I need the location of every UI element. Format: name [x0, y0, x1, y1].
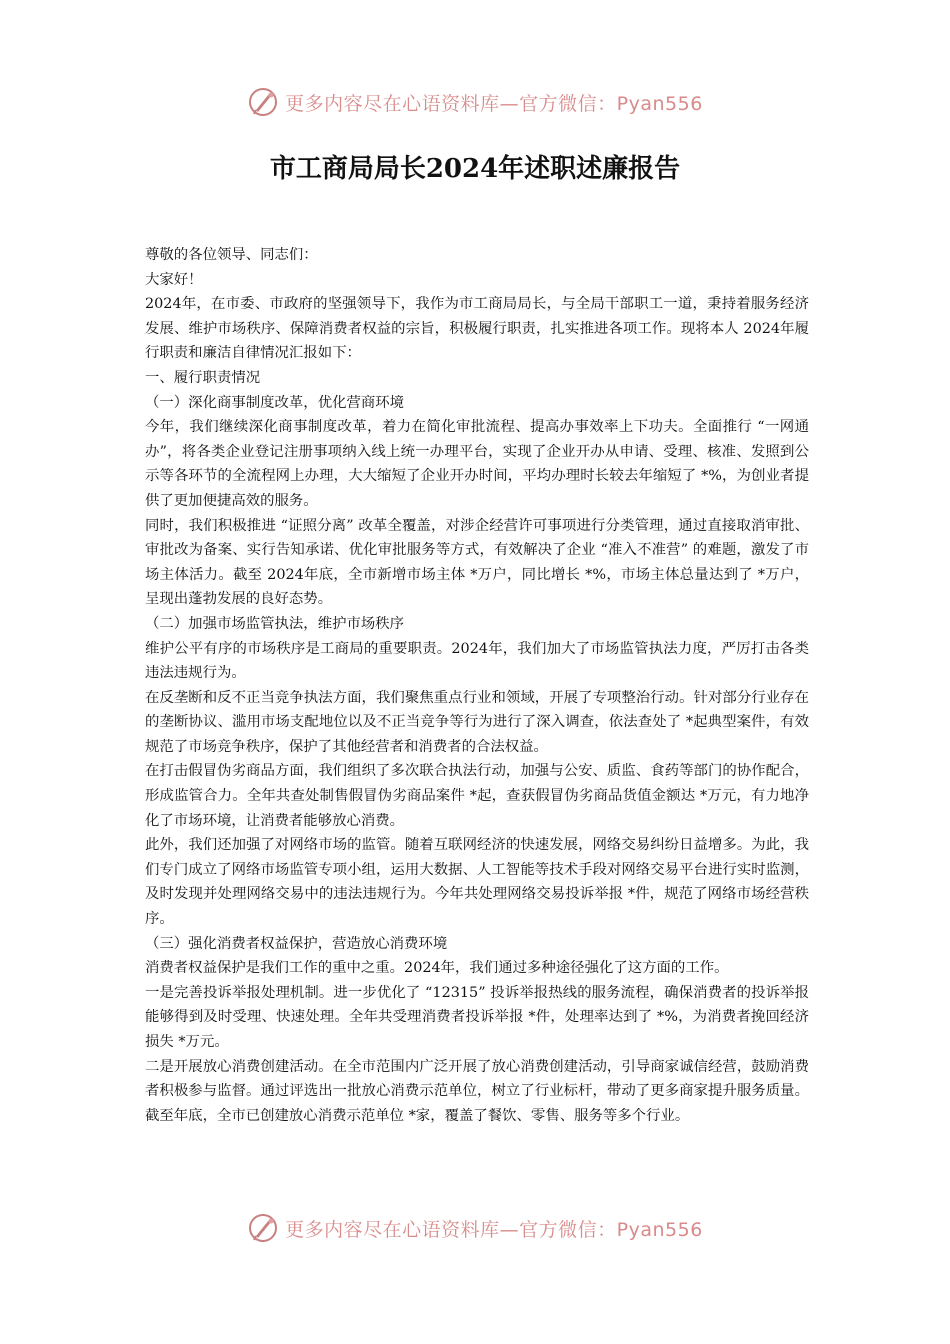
paragraph: 在打击假冒伪劣商品方面，我们组织了多次联合执法行动，加强与公安、质监、食药等部门的协作配合，形成监管合力。全年共查处制售假冒伪劣商品案件 *起，查获假冒伪劣商品货值金额达 *万元，有力地净化了市场环境，让消费者能够放心消费。 — [145, 763, 809, 829]
paragraph: 一是完善投诉举报处理机制。进一步优化了 “12315” 投诉举报热线的服务流程，确保消费者的投诉举报能够得到及时受理、快速处理。全年共受理消费者投诉举报 *件，处理率达到了 *%，为消费者挽回经济损失 *万元。 — [145, 984, 809, 1050]
paragraph: 消费者权益保护是我们工作的重中之重。2024年，我们通过多种途径强化了这方面的工作。 — [145, 960, 729, 977]
document-body — [145, 243, 809, 1128]
subsection-heading: （一）深化商事制度改革，优化营商环境 — [145, 394, 405, 411]
watermark-text: 更多内容尽在心语资料库—官方微信：Pyan556 — [285, 92, 703, 115]
watermark-text: 更多内容尽在心语资料库—官方微信：Pyan556 — [285, 1218, 703, 1241]
paragraph: 大家好！ — [145, 271, 203, 288]
feather-pen-circle-icon — [247, 1212, 279, 1244]
section-heading: 一、履行职责情况 — [145, 369, 261, 386]
paragraph: 2024年，在市委、市政府的坚强领导下，我作为市工商局局长，与全局干部职工一道，秉持着服务经济发展、维护市场秩序、保障消费者权益的宗旨，积极履行职责，扎实推进各项工作。现将本人 2024年履行职责和廉洁自律情况汇报如下： — [145, 296, 809, 362]
paragraph: 维护公平有序的市场秩序是工商局的重要职责。2024年，我们加大了市场监管执法力度，严厉打击各类违法违规行为。 — [145, 640, 809, 682]
paragraph: 尊敬的各位领导、同志们： — [145, 247, 318, 263]
watermark-header — [0, 82, 950, 122]
paragraph: 同时，我们积极推进 “证照分离” 改革全覆盖，对涉企经营许可事项进行分类管理，通过直接取消审批、审批改为备案、实行告知承诺、优化审批服务等方式，有效解决了企业 “准入不准营” 的难题，激发了市场主体活力。截至 2024年底，全市新增市场主体 *万户，同比增长 *%，市场主体总量达到了 *万户，呈现出蓬勃发展的良好态势。 — [145, 517, 809, 608]
paragraph: 在反垄断和反不正当竞争执法方面，我们聚焦重点行业和领域，开展了专项整治行动。针对部分行业存在的垄断协议、滥用市场支配地位以及不正当竞争等行为进行了深入调查，依法查处了 *起典型案件，有效规范了市场竞争秩序，保护了其他经营者和消费者的合法权益。 — [145, 689, 809, 755]
subsection-heading: （二）加强市场监管执法，维护市场秩序 — [145, 615, 405, 632]
subsection-heading: （三）强化消费者权益保护，营造放心消费环境 — [145, 935, 448, 952]
paragraph: 二是开展放心消费创建活动。在全市范围内广泛开展了放心消费创建活动，引导商家诚信经营，鼓励消费者积极参与监督。通过评选出一批放心消费示范单位，树立了行业标杆，带动了更多商家提升服务质量。截至年底，全市已创建放心消费示范单位 *家，覆盖了餐饮、零售、服务等多个行业。 — [145, 1058, 809, 1124]
document-title: 市工商局局长2024年述职述廉报告 — [269, 154, 681, 184]
watermark-footer — [0, 1208, 950, 1248]
paragraph: 此外，我们还加强了对网络市场的监管。随着互联网经济的快速发展，网络交易纠纷日益增多。为此，我们专门成立了网络市场监管专项小组，运用大数据、人工智能等技术手段对网络交易平台进行实时监测，及时发现并处理网络交易中的违法违规行为。今年共处理网络交易投诉举报 *件，规范了网络市场经营秩序。 — [145, 837, 809, 928]
feather-pen-circle-icon — [247, 86, 279, 118]
paragraph: 今年，我们继续深化商事制度改革，着力在简化审批流程、提高办事效率上下功夫。全面推行 “一网通办”，将各类企业登记注册事项纳入线上统一办理平台，实现了企业开办从申请、受理、核准、发照到公示等各环节的全流程网上办理，大大缩短了企业开办时间，平均办理时长较去年缩短了 *%，为创业者提供了更加便捷高效的服务。 — [145, 419, 809, 509]
